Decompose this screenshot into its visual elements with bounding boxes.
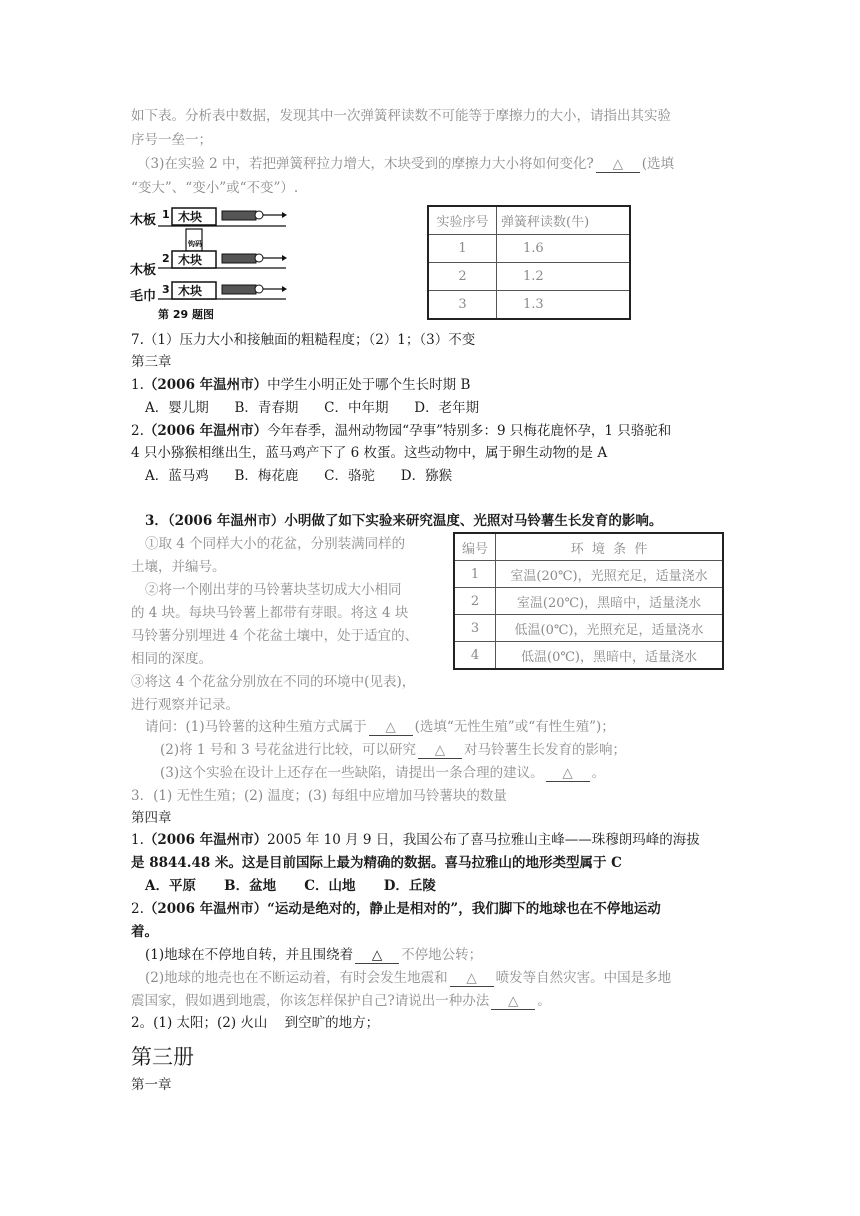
table-header-row [428,206,630,235]
table-header-row [454,533,723,561]
step-line: ③将这 4 个花盆分别放在不同的环境中(见表)， [131,674,416,690]
figure-block-label: 木块 [178,210,203,224]
question-line: 着。 [131,924,158,940]
figure-number: 1 [162,208,170,221]
table-row [428,291,630,320]
text-line: 序号一垒一； [131,132,212,148]
question-line: （3)在实验 2 中，若把弹簧秤拉力增大，木块受到的摩擦力大小将如何变化? △ (选填 [137,156,675,172]
ask-line: 请问：(1)马铃薯的这种生殖方式属于 △ (选填“无性生殖”或“有性生殖”)； [145,719,615,735]
answer-blank: △ [450,970,494,987]
step-line: 的 4 块。每块马铃薯上都带有芽眼。将这 4 块 [131,605,409,621]
table-cell: 4 [454,642,496,670]
table-header-cell: 实验序号 [428,206,497,235]
chapter-heading: 第一章 [131,1077,172,1093]
figure-number: 3 [162,283,170,296]
question-source: （2006 年温州市） [143,423,268,439]
table-cell: 1.2 [497,263,631,291]
table-row [428,235,630,263]
step-line: 土壤，并编号。 [131,559,226,575]
chapter-heading: 第三章 [131,354,172,370]
question-line: 是 8844.48 米。这是目前国际上最为精确的数据。喜马拉雅山的地形类型属于 C [131,855,622,871]
step-line: 相同的深度。 [131,651,212,667]
figure-label: 毛巾 [130,289,157,304]
options-line: A．平原 B．盆地 C．山地 D．丘陵 [145,878,436,894]
answer-blank: △ [596,156,640,173]
ask-line: (3)这个实验在设计上还存在一些缺陷，请提出一条合理的建议。 △ 。 [160,765,606,781]
step-line: 马铃薯分别埋进 4 个花盆土壤中，处于适宜的、 [131,628,419,644]
question-source: （2006 年温州市） [143,901,268,917]
table-cell: 1 [428,235,497,263]
answer-blank: △ [546,765,590,782]
table-cell: 1.3 [497,291,631,320]
answer-line: 3．(1) 无性生殖；(2) 温度；(3) 每组中应增加马铃薯块的数量 [131,788,507,804]
question-source: （2006 年温州市） [143,377,268,393]
table-cell: 1.6 [497,235,631,263]
answer-blank: △ [491,993,535,1010]
table-cell: 2 [454,588,496,615]
step-line: ①取 4 个同样大小的花盆，分别装满同样的 [145,536,406,552]
step-line: 进行观察并记录。 [131,697,239,713]
environment-table [453,532,724,670]
options-line: A．蓝马鸡 B．梅花鹿 C．骆驼 D．猕猴 [145,468,453,484]
text-line: “变大”、“变小”或“不变”）. [131,180,299,196]
figure-weight-label: 钩码 [188,240,202,248]
answer-blank: △ [355,947,399,964]
answer-blank: △ [369,719,413,736]
step-line: ②将一个刚出芽的马铃薯块茎切成大小相同 [145,582,402,598]
text-line: 如下表。分析表中数据，发现其中一次弹簧秤读数不可能等于摩擦力的大小，请指出其实验 [131,108,671,124]
answer-blank: △ [418,742,462,759]
table-cell: 3 [454,615,496,642]
answer-line: 2。(1) 太阳；(2) 火山 到空旷的地方； [131,1015,380,1031]
figure-label: 木板 [130,213,157,228]
question-source: （2006 年温州市） [143,832,268,848]
question-2: 2.（2006 年温州市）今年春季，温州动物园“孕事”特别多：9 只梅花鹿怀孕，1 只骆驼和 [131,423,672,439]
chapter-heading: 第四章 [131,810,172,826]
question-1: 1.（2006 年温州市）2005 年 10 月 9 日，我国公布了喜马拉雅山主峰——珠穆朗玛峰的海拔 [131,832,700,848]
table-cell: 1 [454,561,496,588]
figure-block-label: 木块 [178,253,203,267]
figure-label: 木板 [130,263,157,278]
ask-line: (2)将 1 号和 3 号花盆进行比较，可以研究 △ 对马铃薯生长发育的影响； [160,742,626,758]
question-3-title: 3．（2006 年温州市）小明做了如下实验来研究温度、光照对马铃薯生长发育的影响。 [145,513,663,529]
table-cell: 室温(20℃)，黑暗中，适量浇水 [496,588,724,615]
sub-question: (2)地球的地壳也在不断运动着，有时会发生地震和 △ 喷发等自然灾害。中国是多地 [145,970,672,986]
table-row [428,263,630,291]
table-row [454,561,723,588]
table-header-cell: 编号 [454,533,496,561]
question-1: 1.（2006 年温州市）中学生小明正处于哪个生长时期 B [131,377,471,393]
volume-heading: 第三册 [131,1045,194,1069]
table-row [454,588,723,615]
figure-caption: 第 29 题图 [158,308,214,321]
table-cell: 2 [428,263,497,291]
table-header-cell: 弹簧秤读数(牛) [497,206,631,235]
figure-block-label: 木块 [178,284,203,298]
table-row [454,615,723,642]
question-2: 2.（2006 年温州市）“运动是绝对的，静止是相对的”，我们脚下的地球也在不停地运动 [131,901,661,917]
experiment-figure [128,202,288,322]
table-row [454,642,723,670]
sub-question: 震国家，假如遇到地震，你该怎样保护自己?请说出一种办法 △ 。 [131,993,551,1009]
answer-line: 7.（1）压力大小和接触面的粗糙程度；（2）1；（3）不变 [131,332,476,348]
table-cell: 低温(0℃)，黑暗中，适量浇水 [496,642,724,670]
options-line: A．婴儿期 B．青春期 C．中年期 D．老年期 [145,400,480,416]
spring-scale-table [427,205,631,320]
table-header-cell: 环 境 条 件 [496,533,724,561]
table-cell: 低温(0℃)，光照充足，适量浇水 [496,615,724,642]
sub-question: (1)地球在不停地自转，并且围绕着 △ 不停地公转； [145,947,483,963]
question-line: 4 只小猕猴相继出生，蓝马鸡产下了 6 枚蛋。这些动物中，属于卵生动物的是 A [131,445,608,461]
table-cell: 室温(20℃)，光照充足，适量浇水 [496,561,724,588]
figure-number: 2 [162,252,170,265]
table-cell: 3 [428,291,497,320]
